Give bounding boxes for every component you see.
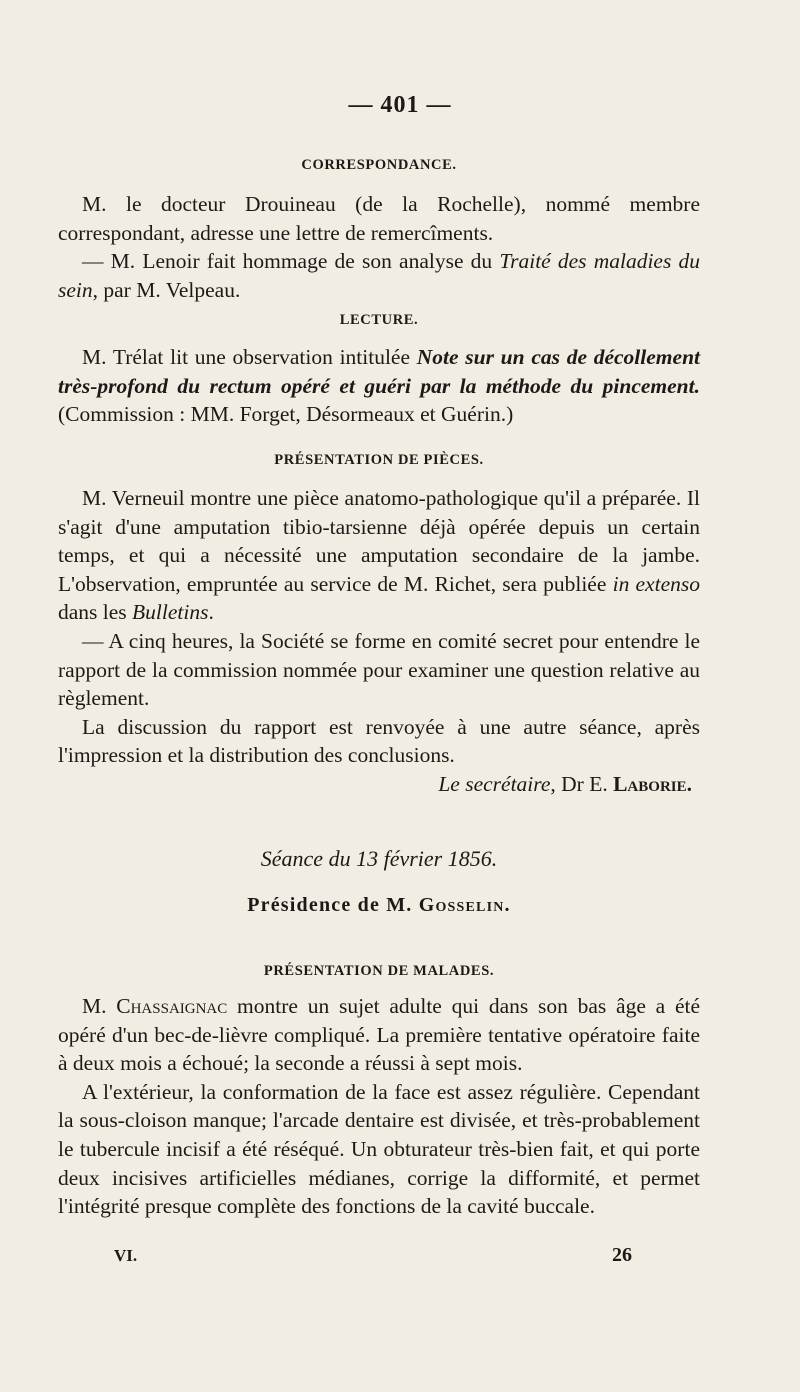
section-heading: LECTURE. (339, 312, 419, 328)
text-run: — M. Lenoir fait hommage de son analyse du (82, 249, 500, 274)
paragraph: La discussion du rapport est renvoyée à une autre séance, après l'impression et la distribution des conclusions. (58, 714, 700, 768)
italic-run: Bulletins (132, 600, 209, 625)
section-heading: CORRESPONDANCE. (301, 157, 457, 173)
person-name: M. Chassaignac (82, 994, 228, 1018)
heading-lecture-wrap (58, 312, 700, 329)
signature-name: Laborie. (613, 771, 692, 796)
text-run: (Commission : MM. Forget, Désormeaux et Guérin.) (58, 402, 514, 427)
signature-mark: 26 (612, 1244, 632, 1266)
text-run: dans les (58, 600, 133, 625)
paragraph: — A cinq heures, la Société se forme en comité secret pour entendre le rapport de la commission nommée pour examiner une question relative au règlement. (58, 628, 700, 711)
pieces-block (58, 484, 700, 799)
heading-malades-wrap (58, 963, 700, 980)
text-run: . (208, 600, 214, 625)
correspondance-block (58, 190, 700, 304)
signature-role: Le secrétaire (438, 771, 551, 796)
text-run: Présidence de M. (247, 894, 419, 916)
signature (58, 770, 692, 799)
text-run: M. Verneuil montre une pièce anatomo-pathologique qu'il a préparée. Il s'agit d'une amputation tibio-tarsienne déjà opérée depuis un certain temps, et qui a nécessité une amputation secondaire de la jambe. L'observation, empruntée au service de M. Richet, sera publiée (58, 486, 700, 596)
lecture-block (58, 343, 700, 429)
paragraph (58, 484, 700, 627)
paragraph (58, 992, 700, 1078)
president-name: Gosselin. (418, 894, 511, 916)
note-title: Note sur un cas de décollement très-profond du rectum opéré et guéri par la méthode du pincement. (58, 345, 700, 398)
heading-correspondance (58, 157, 700, 174)
paragraph (58, 247, 700, 304)
paragraph: M. le docteur Drouineau (de la Rochelle), nommé membre correspondant, adresse une lettre de remercîments. (58, 192, 700, 245)
malades-block (58, 992, 700, 1221)
italic-run: in extenso (612, 571, 700, 596)
heading-pieces-wrap (58, 452, 700, 469)
page-number: — 401 — (348, 92, 452, 118)
seance-date: Séance du 13 février 1856. (260, 846, 498, 871)
section-heading: PRÉSENTATION DE PIÈCES. (274, 452, 484, 468)
text-run: M. Trélat lit une observation intitulée (82, 345, 417, 369)
presidence-line (58, 894, 700, 917)
text-run: , par M. Velpeau. (92, 277, 241, 302)
volume-mark: VI. (114, 1246, 138, 1265)
seance-wrap (58, 846, 700, 872)
presidence-wrap (58, 894, 700, 917)
paragraph (58, 343, 700, 429)
book-title: Traité des maladies du sein (58, 249, 700, 302)
text-run: , Dr E. (550, 771, 614, 796)
section-heading: PRÉSENTATION DE MALADES. (263, 963, 495, 979)
paragraph: A l'extérieur, la conformation de la face est assez régulière. Cependant la sous-cloison manque; l'arcade dentaire est divisée, et très-probablement le tubercule incisif a été réséqué. Un obturateur très-bien fait, et qui porte deux incisives artificielles médianes, corrige la difformité, et permet l'intégrité presque complète des fonctions de la cavité buccale. (58, 1079, 700, 1219)
text-run: montre un sujet adulte qui dans son bas âge a été opéré d'un bec-de-lièvre compliqué. La première tentative opératoire faite à deux mois a échoué; la seconde a réussi à sept mois. (58, 994, 701, 1076)
